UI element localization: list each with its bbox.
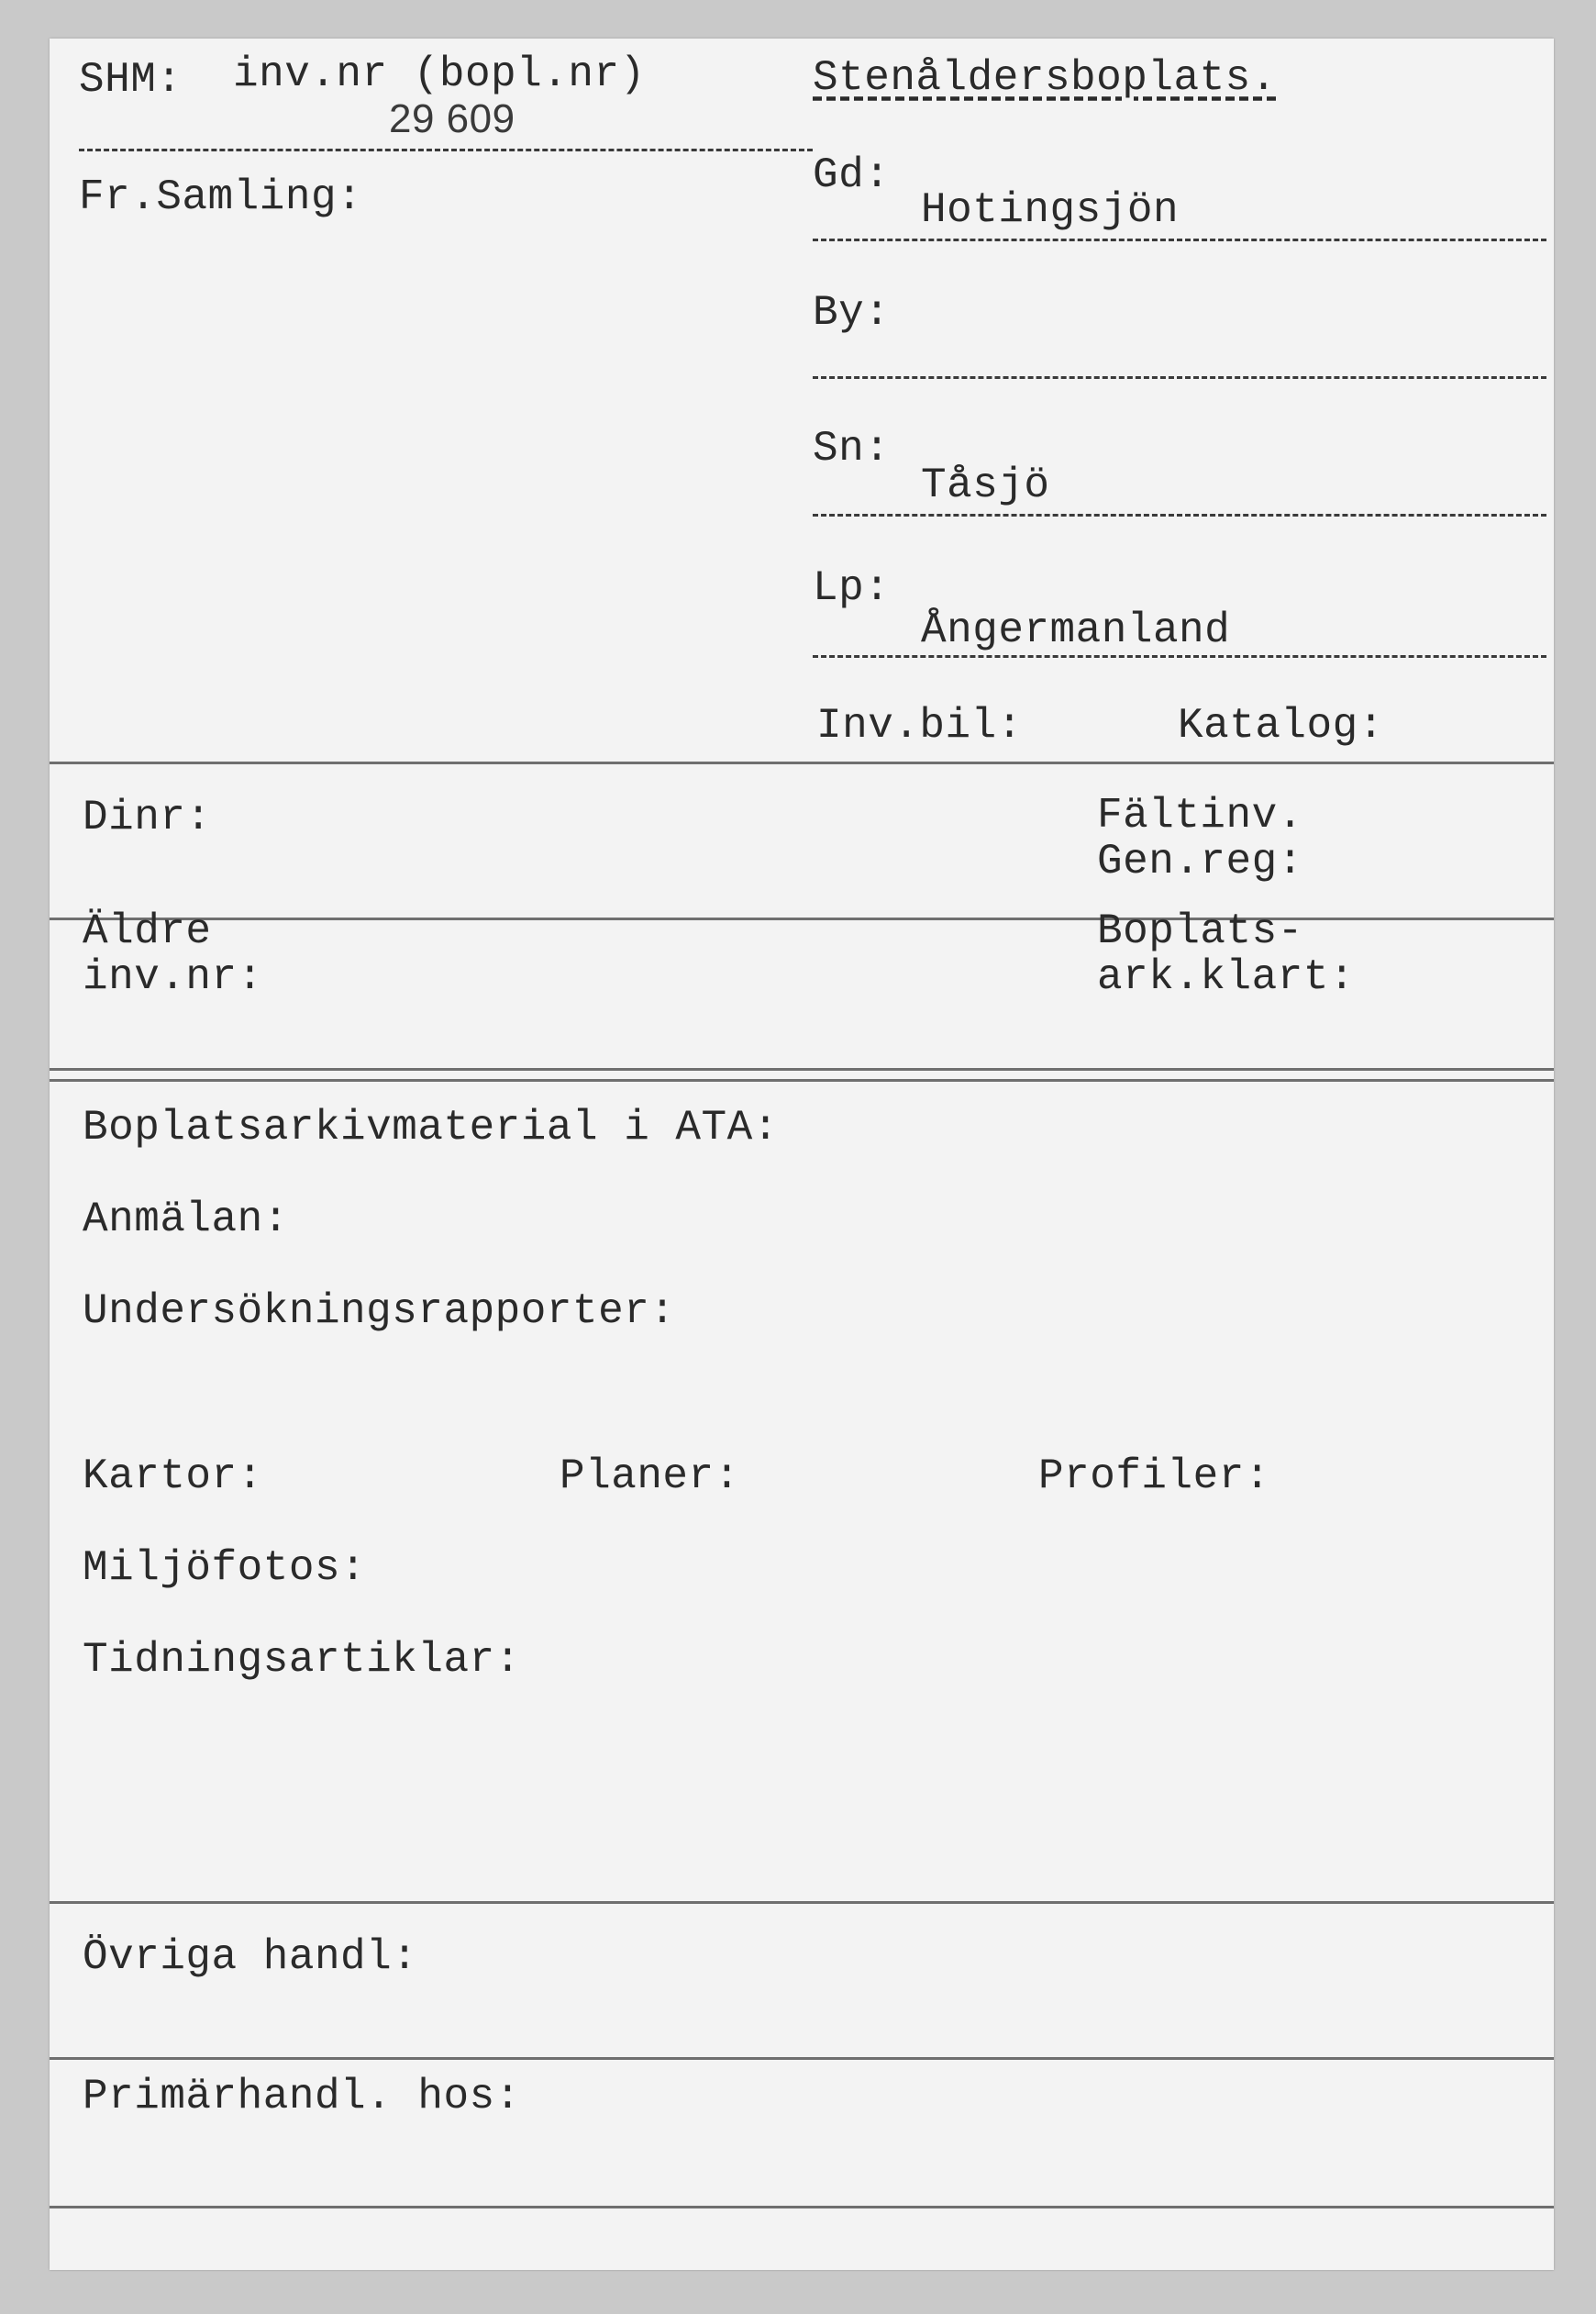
anmalan-label: Anmälan:: [83, 1196, 289, 1243]
planer-label: Planer:: [560, 1452, 740, 1500]
boplats-label: Boplats-: [1097, 907, 1303, 955]
catalog-card: [50, 39, 1554, 2270]
miljofotos-label: Miljöfotos:: [83, 1544, 367, 1592]
faltinv-label: Fältinv.: [1097, 792, 1303, 840]
undersokning-label: Undersökningsrapporter:: [83, 1287, 676, 1335]
section-line-5: [50, 2057, 1554, 2060]
lp-line: [813, 655, 1546, 658]
genreg-label: Gen.reg:: [1097, 838, 1303, 885]
aldre-label: Äldre: [83, 907, 212, 955]
by-label: By:: [813, 289, 891, 337]
sn-value: Tåsjö: [921, 462, 1050, 509]
lp-label: Lp:: [813, 564, 891, 612]
gd-value: Hotingsjön: [921, 186, 1180, 234]
ovriga-label: Övriga handl:: [83, 1933, 418, 1981]
section-line-6: [50, 2206, 1554, 2208]
archive-heading: Boplatsarkivmaterial i ATA:: [83, 1104, 779, 1151]
section-line-1: [50, 762, 1554, 764]
sn-label: Sn:: [813, 425, 891, 473]
by-line: [813, 376, 1546, 379]
inv-label: inv.nr (bopl.nr): [233, 50, 646, 98]
profiler-label: Profiler:: [1038, 1452, 1270, 1500]
shm-label: SHM:: [79, 56, 183, 104]
invbil-label: Inv.bil:: [816, 702, 1023, 750]
gd-line: [813, 239, 1546, 241]
gd-label: Gd:: [813, 151, 891, 199]
lp-value: Ångermanland: [921, 606, 1231, 654]
sn-line: [813, 514, 1546, 517]
section-line-3b: [50, 1079, 1554, 1082]
header-divider: [79, 149, 813, 151]
section-line-4: [50, 1901, 1554, 1904]
category-label: Stenåldersboplats.: [813, 54, 1277, 102]
aldre-label-2: inv.nr:: [83, 953, 263, 1001]
inv-number: 29 609: [389, 96, 515, 141]
katalog-label: Katalog:: [1178, 702, 1384, 750]
kartor-label: Kartor:: [83, 1452, 263, 1500]
section-line-3a: [50, 1068, 1554, 1071]
primar-label: Primärhandl. hos:: [83, 2073, 521, 2120]
fr-samling-label: Fr.Samling:: [79, 173, 363, 221]
boplats-label-2: ark.klart:: [1097, 953, 1356, 1001]
tidningsartiklar-label: Tidningsartiklar:: [83, 1636, 521, 1684]
dinr-label: Dinr:: [83, 794, 212, 841]
section-line-2: [50, 918, 1554, 920]
